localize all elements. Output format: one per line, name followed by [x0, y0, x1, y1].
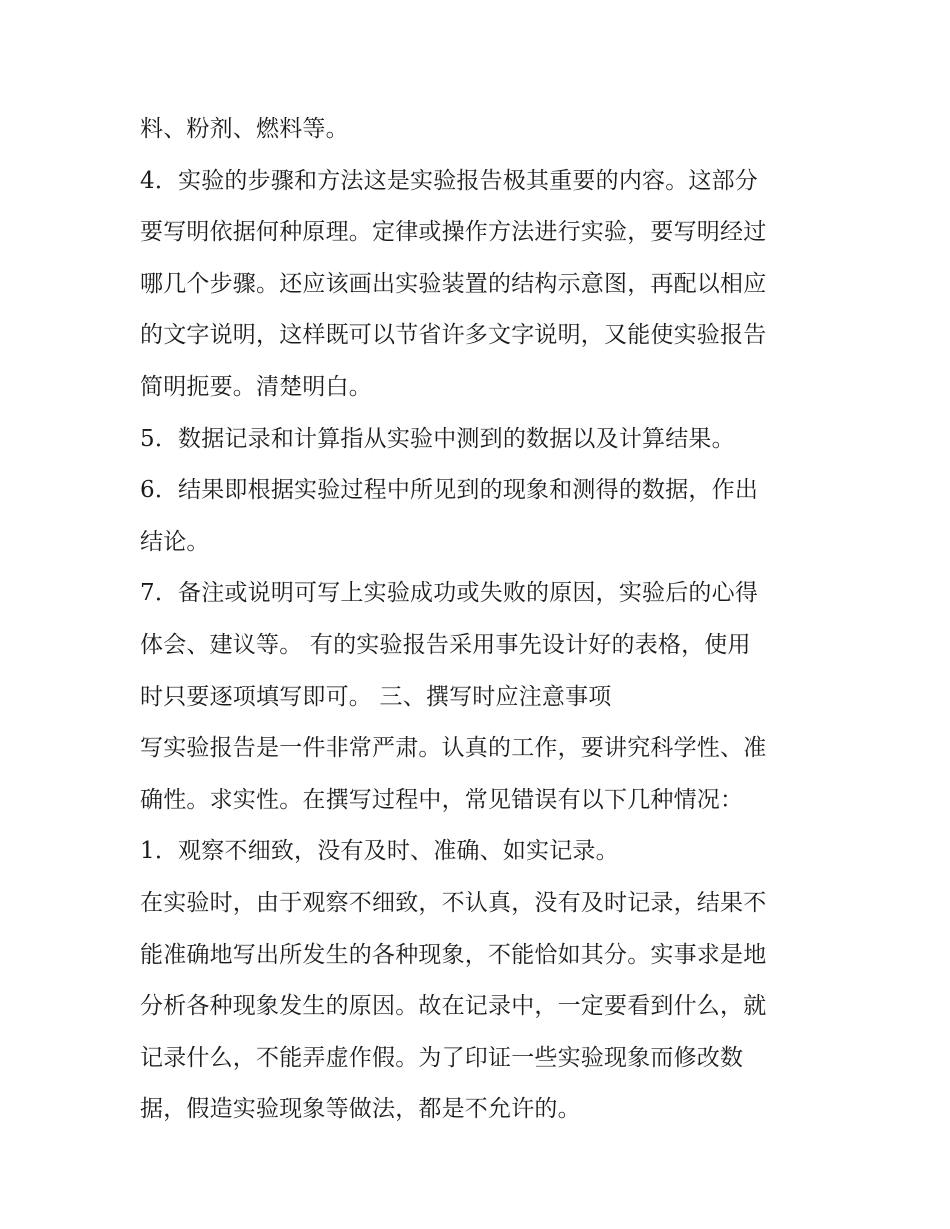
text-line: 时只要逐项填写即可。 三、撰写时应注意事项 [140, 683, 612, 710]
text-line: 6．结果即根据实验过程中所见到的现象和测得的数据，作出 [140, 477, 759, 504]
document-body [140, 104, 820, 1136]
text-line: 哪几个步骤。还应该画出实验装置的结构示意图，再配以相应 [140, 270, 767, 297]
text-line: 写实验报告是一件非常严肃。认真的工作，要讲究科学性、准 [140, 735, 767, 762]
text-line: 要写明依据何种原理。定律或操作方法进行实验，要写明经过 [140, 219, 767, 246]
text-line: 在实验时，由于观察不细致，不认真，没有及时记录，结果不 [140, 889, 767, 916]
text-line: 记录什么，不能弄虚作假。为了印证一些实验现象而修改数 [140, 1044, 744, 1071]
text-line: 的文字说明，这样既可以节省许多文字说明，又能使实验报告 [140, 322, 767, 349]
text-line: 据，假造实验现象等做法，都是不允许的。 [140, 1096, 581, 1123]
text-line: 结论。 [140, 528, 210, 555]
text-line: 5．数据记录和计算指从实验中测到的数据以及计算结果。 [140, 425, 735, 452]
text-line: 能准确地写出所发生的各种现象，不能恰如其分。实事求是地 [140, 941, 767, 968]
text-line: 简明扼要。清楚明白。 [140, 373, 372, 400]
text-line: 确性。求实性。在撰写过程中，常见错误有以下几种情况： [140, 786, 744, 813]
text-line: 4．实验的步骤和方法这是实验报告极其重要的内容。这部分 [140, 167, 759, 194]
text-line: 7．备注或说明可写上实验成功或失败的原因，实验后的心得 [140, 580, 759, 607]
text-line: 分析各种现象发生的原因。故在记录中，一定要看到什么，就 [140, 993, 767, 1020]
text-line: 料、粉剂、燃料等。 [140, 116, 349, 142]
text-line: 体会、建议等。 有的实验报告采用事先设计好的表格，使用 [140, 631, 751, 658]
text-line: 1．观察不细致，没有及时、准确、如实记录。 [140, 838, 619, 865]
